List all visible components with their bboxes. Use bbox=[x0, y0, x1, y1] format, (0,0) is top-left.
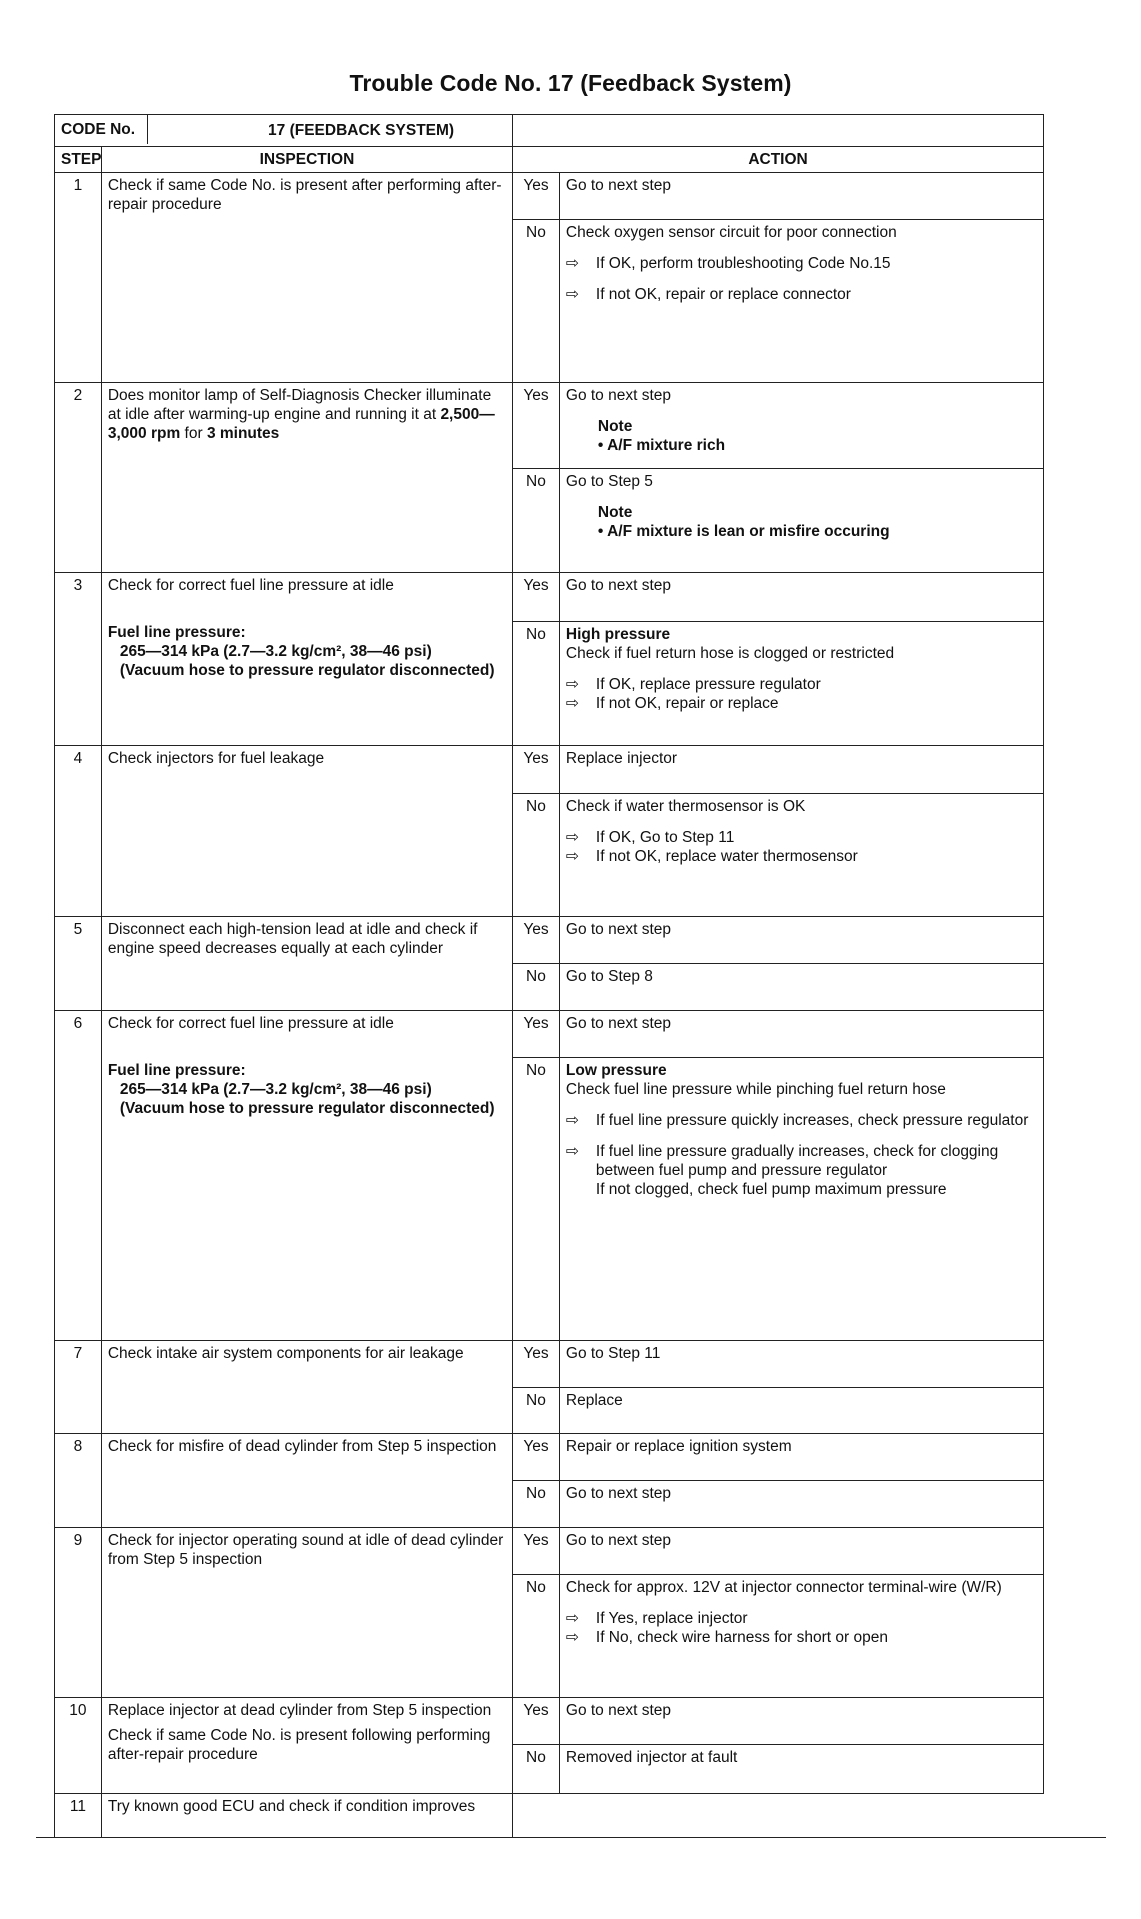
arrow-right-icon: ⇨ bbox=[565, 286, 579, 303]
no-label: No bbox=[513, 1388, 560, 1434]
no-label: No bbox=[513, 1745, 560, 1794]
step-header: STEP bbox=[55, 147, 102, 173]
no-label: No bbox=[513, 622, 560, 746]
arrow-item bbox=[566, 285, 1037, 304]
no-label: No bbox=[513, 794, 560, 917]
arrow-item-text bbox=[596, 1142, 1037, 1199]
inspection-text: Check for correct fuel line pressure at idle bbox=[107, 577, 394, 594]
no-action bbox=[559, 220, 1043, 383]
code-label: CODE No. bbox=[55, 115, 148, 144]
step-number: 8 bbox=[55, 1434, 102, 1528]
yes-action: Go to next step bbox=[559, 1528, 1043, 1575]
rpm-spec: 2,500—3,000 rpm bbox=[107, 406, 495, 442]
no-label: No bbox=[513, 1481, 560, 1528]
inspection-text: Check for correct fuel line pressure at idle bbox=[107, 1015, 394, 1032]
step-number: 6 bbox=[55, 1011, 102, 1341]
arrow-item-text: If No, check wire harness for short or open bbox=[595, 1629, 888, 1646]
step-number: 3 bbox=[55, 573, 102, 746]
arrow-item bbox=[566, 847, 1037, 866]
no-action-text: Check fuel line pressure while pinching fuel return hose bbox=[565, 1081, 946, 1098]
no-action: Go to next step bbox=[559, 1481, 1043, 1528]
no-action bbox=[559, 794, 1043, 917]
arrow-item-text: If OK, Go to Step 11 bbox=[595, 829, 735, 846]
step-4-yes-row bbox=[55, 746, 1044, 794]
step-number: 10 bbox=[55, 1698, 102, 1794]
step-number: 1 bbox=[55, 173, 102, 383]
arrow-right-icon: ⇨ bbox=[565, 848, 579, 865]
step-inspection: Check intake air system components for air leakage bbox=[101, 1341, 512, 1434]
inspection-text: Replace injector at dead cylinder from Step 5 inspection bbox=[107, 1702, 492, 1719]
no-label: No bbox=[513, 469, 560, 573]
fuel-pressure-spec bbox=[108, 623, 506, 680]
note-title: Note bbox=[597, 418, 633, 435]
arrow-right-icon: ⇨ bbox=[565, 1629, 579, 1646]
step-1-yes-row bbox=[55, 173, 1044, 220]
no-action bbox=[559, 1058, 1043, 1341]
code-value: 17 (FEEDBACK SYSTEM) bbox=[268, 115, 799, 147]
no-action-text: Check if water thermosensor is OK bbox=[565, 798, 806, 815]
step-inspection: Check for injector operating sound at idle of dead cylinder from Step 5 inspection bbox=[101, 1528, 512, 1698]
step-inspection: Check injectors for fuel leakage bbox=[101, 746, 512, 917]
step-inspection bbox=[101, 1011, 512, 1341]
no-action bbox=[559, 1575, 1043, 1698]
arrow-item bbox=[566, 1111, 1037, 1130]
spec-note: (Vacuum hose to pressure regulator disconnected) bbox=[119, 662, 495, 679]
yes-label: Yes bbox=[513, 383, 560, 469]
no-action-text: Check oxygen sensor circuit for poor connection bbox=[565, 224, 897, 241]
spec-title: Fuel line pressure: bbox=[107, 1062, 246, 1079]
no-action-title: Low pressure bbox=[565, 1062, 667, 1079]
note-item bbox=[598, 436, 1037, 455]
arrow-right-icon: ⇨ bbox=[565, 255, 579, 272]
yes-action: Repair or replace ignition system bbox=[559, 1434, 1043, 1481]
arrow-right-icon: ⇨ bbox=[565, 695, 579, 712]
arrow-item bbox=[566, 1609, 1037, 1628]
inspection-text: Check if same Code No. is present following performing after-repair procedure bbox=[107, 1727, 491, 1763]
step-inspection bbox=[101, 1698, 512, 1794]
yes-label: Yes bbox=[513, 917, 560, 964]
yes-label: Yes bbox=[513, 1528, 560, 1575]
arrow-item bbox=[566, 694, 1037, 713]
note bbox=[566, 417, 1037, 455]
arrow-right-icon: ⇨ bbox=[565, 1112, 579, 1129]
no-action: Replace bbox=[559, 1388, 1043, 1434]
arrow-right-icon: ⇨ bbox=[565, 1610, 579, 1627]
yes-action: Go to next step bbox=[559, 1011, 1043, 1058]
code-row bbox=[55, 115, 1044, 147]
inspection-header: INSPECTION bbox=[101, 147, 512, 173]
no-label: No bbox=[513, 1058, 560, 1341]
empty-action bbox=[513, 1794, 1044, 1838]
arrow-item bbox=[566, 828, 1037, 847]
step-3-yes-row bbox=[55, 573, 1044, 622]
step-number: 7 bbox=[55, 1341, 102, 1434]
fuel-pressure-spec bbox=[108, 1061, 506, 1118]
bottom-rule bbox=[36, 1837, 1106, 1838]
yes-label: Yes bbox=[513, 746, 560, 794]
yes-action: Go to next step bbox=[559, 1698, 1043, 1745]
trouble-code-table bbox=[54, 114, 1044, 1838]
yes-label: Yes bbox=[513, 1341, 560, 1388]
arrow-item-text: If fuel line pressure quickly increases, check pressure regulator bbox=[595, 1112, 1029, 1129]
no-label: No bbox=[513, 964, 560, 1011]
note-text: A/F mixture rich bbox=[607, 437, 726, 454]
arrow-item bbox=[566, 1142, 1037, 1199]
no-label: No bbox=[513, 220, 560, 383]
arrow-right-icon: ⇨ bbox=[565, 1143, 579, 1160]
arrow-item-text: If OK, perform troubleshooting Code No.15 bbox=[595, 255, 891, 272]
arrow-item bbox=[566, 254, 1037, 273]
step-inspection bbox=[101, 383, 512, 573]
duration-spec: 3 minutes bbox=[206, 425, 280, 442]
no-action-text: Check if fuel return hose is clogged or restricted bbox=[565, 645, 895, 662]
arrow-right-icon: ⇨ bbox=[565, 829, 579, 846]
step-number: 11 bbox=[55, 1794, 102, 1838]
yes-label: Yes bbox=[513, 1698, 560, 1745]
arrow-item-text: If not OK, replace water thermosensor bbox=[595, 848, 858, 865]
arrow-item-text: If OK, replace pressure regulator bbox=[595, 676, 821, 693]
step-6-yes-row bbox=[55, 1011, 1044, 1058]
spec-title: Fuel line pressure: bbox=[107, 624, 246, 641]
column-header-row bbox=[55, 147, 1044, 173]
no-action-title: High pressure bbox=[565, 626, 671, 643]
arrow-item-text: If not OK, repair or replace connector bbox=[595, 286, 851, 303]
yes-action: Go to next step bbox=[559, 173, 1043, 220]
no-action bbox=[559, 622, 1043, 746]
step-number: 4 bbox=[55, 746, 102, 917]
step-inspection: Try known good ECU and check if condition improves bbox=[101, 1794, 512, 1838]
step-inspection: Check for misfire of dead cylinder from Step 5 inspection bbox=[101, 1434, 512, 1528]
yes-action: Go to next step bbox=[559, 917, 1043, 964]
bullet-icon: • bbox=[597, 437, 604, 454]
page-title: Trouble Code No. 17 (Feedback System) bbox=[349, 70, 792, 96]
arrow-right-icon: ⇨ bbox=[565, 676, 579, 693]
bullet-icon: • bbox=[597, 523, 604, 540]
step-8-yes-row bbox=[55, 1434, 1044, 1481]
step-inspection: Disconnect each high-tension lead at idle and check if engine speed decreases equally at each cylinder bbox=[101, 917, 512, 1011]
no-action-text: Check for approx. 12V at injector connector terminal-wire (W/R) bbox=[565, 1579, 1002, 1596]
step-number: 2 bbox=[55, 383, 102, 573]
no-action-text: Go to Step 5 bbox=[565, 473, 653, 490]
yes-action: Replace injector bbox=[559, 746, 1043, 794]
step-7-yes-row bbox=[55, 1341, 1044, 1388]
note-item bbox=[598, 522, 1037, 541]
yes-label: Yes bbox=[513, 1011, 560, 1058]
spec-value: 265—314 kPa (2.7—3.2 kg/cm², 38—46 psi) bbox=[119, 1081, 432, 1098]
spec-note: (Vacuum hose to pressure regulator disconnected) bbox=[119, 1100, 495, 1117]
yes-label: Yes bbox=[513, 173, 560, 220]
step-10-yes-row bbox=[55, 1698, 1044, 1745]
step-2-yes-row bbox=[55, 383, 1044, 469]
no-action bbox=[559, 469, 1043, 573]
no-label: No bbox=[513, 1575, 560, 1698]
note-text: A/F mixture is lean or misfire occuring bbox=[607, 523, 890, 540]
arrow-item-line: If not clogged, check fuel pump maximum pressure bbox=[595, 1181, 947, 1198]
yes-label: Yes bbox=[513, 1434, 560, 1481]
step-inspection: Check if same Code No. is present after performing after-repair procedure bbox=[101, 173, 512, 383]
spec-value: 265—314 kPa (2.7—3.2 kg/cm², 38—46 psi) bbox=[119, 643, 432, 660]
no-action: Go to Step 8 bbox=[559, 964, 1043, 1011]
step-number: 5 bbox=[55, 917, 102, 1011]
step-inspection bbox=[101, 573, 512, 746]
yes-action-text: Go to next step bbox=[565, 387, 672, 404]
inspection-text: for bbox=[180, 425, 207, 442]
arrow-item-line: If fuel line pressure gradually increases, check for clogging between fuel pump and pressure regulator bbox=[595, 1143, 999, 1179]
no-action: Removed injector at fault bbox=[559, 1745, 1043, 1794]
step-5-yes-row bbox=[55, 917, 1044, 964]
step-11-row bbox=[55, 1794, 1044, 1838]
yes-action: Go to Step 11 bbox=[559, 1341, 1043, 1388]
arrow-item-text: If Yes, replace injector bbox=[595, 1610, 748, 1627]
yes-action: Go to next step bbox=[559, 573, 1043, 622]
arrow-item-text: If not OK, repair or replace bbox=[595, 695, 779, 712]
step-9-yes-row bbox=[55, 1528, 1044, 1575]
action-header: ACTION bbox=[513, 147, 1044, 173]
note-title: Note bbox=[597, 504, 633, 521]
note bbox=[566, 503, 1037, 541]
yes-label: Yes bbox=[513, 573, 560, 622]
arrow-item bbox=[566, 1628, 1037, 1647]
step-number: 9 bbox=[55, 1528, 102, 1698]
inspection-text: Does monitor lamp of Self-Diagnosis Checker illuminate at idle after warming-up engine and running it at bbox=[107, 387, 492, 423]
arrow-item bbox=[566, 675, 1037, 694]
yes-action bbox=[559, 383, 1043, 469]
